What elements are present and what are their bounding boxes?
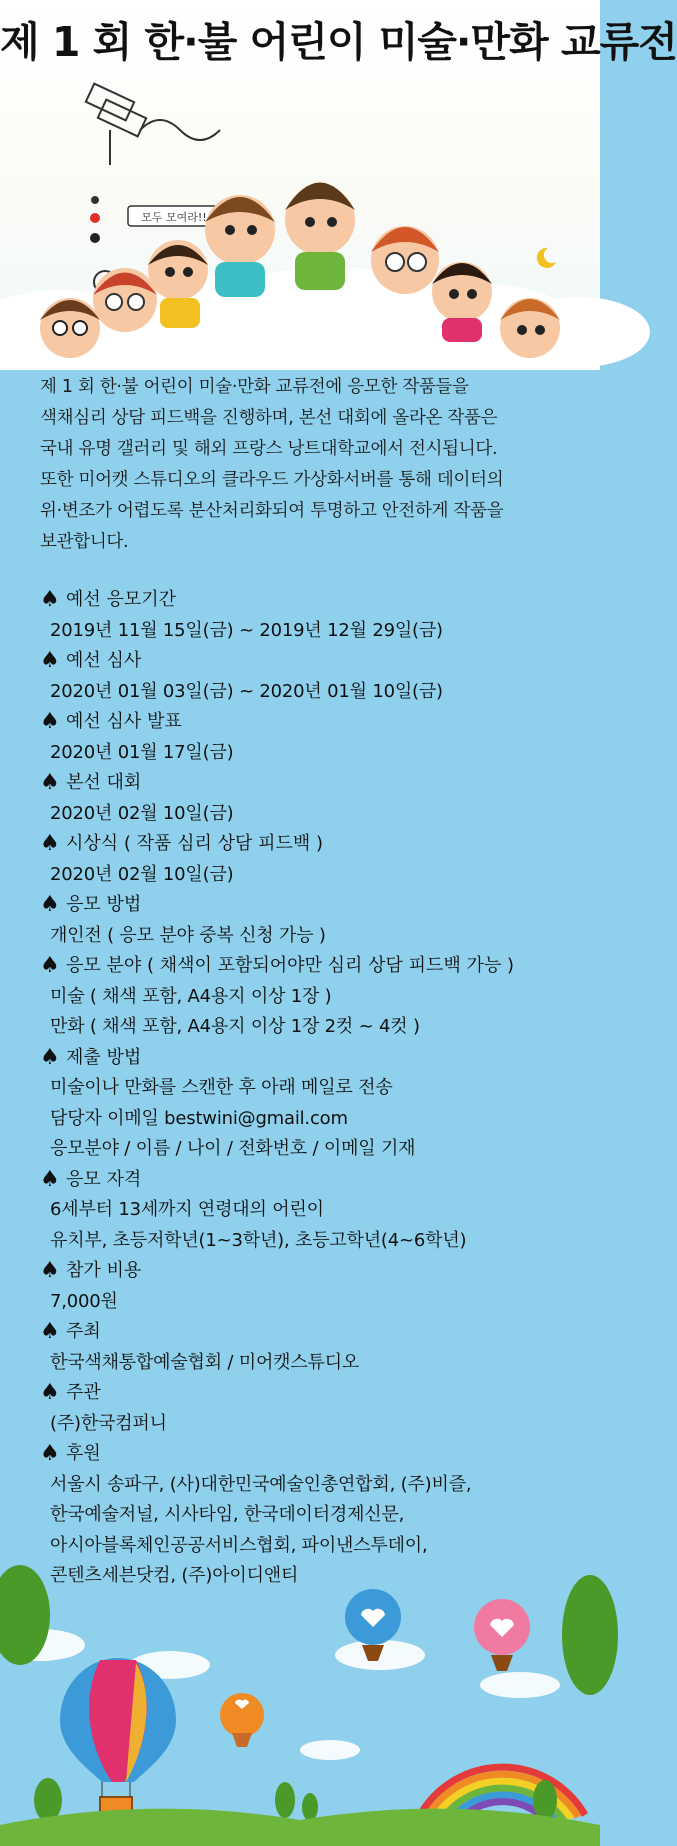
section-preliminary-judging [40, 646, 585, 707]
section-entry-field [40, 951, 585, 1043]
section-final-contest [40, 768, 585, 829]
section-heading: 주관 [66, 1382, 101, 1403]
intro-line: 색채심리 상담 피드백을 진행하며, 본선 대회에 올라온 작품은 [40, 408, 498, 428]
section-line: 2020년 02월 10일(금) [50, 863, 234, 885]
spade-icon: ♠ [40, 1044, 60, 1070]
intro-line: 보관합니다. [40, 532, 129, 552]
section-heading: 예선 응모기간 [66, 589, 177, 610]
spade-icon: ♠ [40, 1166, 60, 1192]
spade-icon: ♠ [40, 648, 60, 674]
section-submission-method [40, 1043, 585, 1165]
section-host [40, 1317, 585, 1378]
hot-air-balloon-icon [474, 1599, 530, 1671]
section-line: 2020년 01월 17일(금) [50, 741, 234, 763]
section-line: 유치부, 초등저학년(1~3학년), 초등고학년(4~6학년) [50, 1229, 467, 1251]
section-heading: 참가 비용 [66, 1260, 142, 1281]
intro-line: 위·변조가 어렵도록 분산처리화되여 투명하고 안전하게 작품을 [40, 501, 504, 521]
section-line: 응모분야 / 이름 / 나이 / 전화번호 / 이메일 기재 [50, 1138, 416, 1159]
section-fee [40, 1256, 585, 1317]
grass-hill [0, 1809, 600, 1846]
section-entry-method [40, 890, 585, 951]
spade-icon: ♠ [40, 709, 60, 735]
section-line: 미술 ( 채색 포함, A4용지 이상 1장 ) [50, 985, 332, 1007]
balloon-landscape-illustration [0, 1575, 600, 1846]
section-awards [40, 829, 585, 890]
section-heading: 응모 방법 [66, 894, 142, 915]
section-heading: 주최 [66, 1321, 101, 1342]
section-line: 아시아블록체인공공서비스협회, 파이낸스투데이, [50, 1534, 428, 1556]
poster-title: 제 1 회 한·불 어린이 미술·만화 교류전 [0, 18, 677, 66]
section-heading: 본선 대회 [66, 772, 142, 793]
section-heading: 예선 심사 [66, 650, 142, 671]
section-line: 미술이나 만화를 스캔한 후 아래 메일로 전송 [50, 1077, 393, 1098]
intro-text [40, 372, 580, 558]
section-organizer [40, 1378, 585, 1439]
spade-icon: ♠ [40, 1380, 60, 1406]
section-line: 만화 ( 채색 포함, A4용지 이상 1장 2컷 ~ 4컷 ) [50, 1016, 420, 1037]
intro-line: 국내 유명 갤러리 및 해외 프랑스 낭트대학교에서 전시됩니다. [40, 439, 498, 459]
hot-air-balloon-icon [220, 1693, 264, 1747]
section-line: 개인전 ( 응모 분야 중복 신청 가능 ) [50, 924, 326, 946]
section-heading: 응모 자격 [66, 1168, 142, 1190]
section-judging-announcement [40, 707, 585, 768]
section-heading: 후원 [66, 1443, 101, 1464]
spade-icon: ♠ [40, 953, 60, 979]
section-line: (주)한국컴퍼니 [50, 1412, 167, 1434]
section-heading: 응모 분야 ( 채색이 포함되어야만 심리 상담 피드백 가능 ) [66, 955, 515, 976]
spade-icon: ♠ [40, 1441, 60, 1467]
section-sponsors [40, 1439, 585, 1592]
section-line: 6세부터 13세까지 연령대의 어린이 [50, 1199, 324, 1220]
section-line: 한국색채통합예술협회 / 미어캣스튜디오 [50, 1351, 360, 1373]
section-line: 한국예술저널, 시사타임, 한국데이터경제신문, [50, 1504, 405, 1525]
moon-icon [537, 248, 556, 268]
section-line: 7,000원 [50, 1290, 118, 1312]
spade-icon: ♠ [40, 770, 60, 796]
section-line: 2019년 11월 15일(금) ~ 2019년 12월 29일(금) [50, 619, 443, 641]
signboard-label: 모두 모여라!! [141, 211, 207, 224]
section-line: 2020년 02월 10일(금) [50, 802, 234, 824]
spade-icon: ♠ [40, 1319, 60, 1345]
section-heading: 시상식 ( 작품 심리 상담 피드백 ) [66, 833, 324, 854]
section-line: 2020년 01월 03일(금) ~ 2020년 01월 10일(금) [50, 680, 443, 702]
intro-line: 제 1 회 한·불 어린이 미술·만화 교류전에 응모한 작품들을 [40, 377, 469, 397]
spade-icon: ♠ [40, 831, 60, 857]
section-heading: 예선 심사 발표 [66, 711, 182, 732]
section-entry-period [40, 585, 585, 646]
spade-icon: ♠ [40, 1258, 60, 1284]
spade-icon: ♠ [40, 892, 60, 918]
section-line: 콘텐츠세븐닷컴, (주)아이디앤티 [50, 1565, 299, 1586]
info-sections [40, 585, 585, 1592]
hot-air-balloon-icon [60, 1658, 176, 1821]
section-eligibility [40, 1165, 585, 1257]
intro-line: 또한 미어캣 스튜디오의 클라우드 가상화서버를 통해 데이터의 [40, 470, 504, 490]
children-illustration [0, 70, 600, 370]
section-line: 서울시 송파구, (사)대한민국예술인총연합회, (주)비즐, [50, 1473, 472, 1495]
section-heading: 제출 방법 [66, 1046, 142, 1068]
contact-email: 담당자 이메일 bestwini@gmail.com [50, 1107, 348, 1129]
spade-icon: ♠ [40, 587, 60, 613]
